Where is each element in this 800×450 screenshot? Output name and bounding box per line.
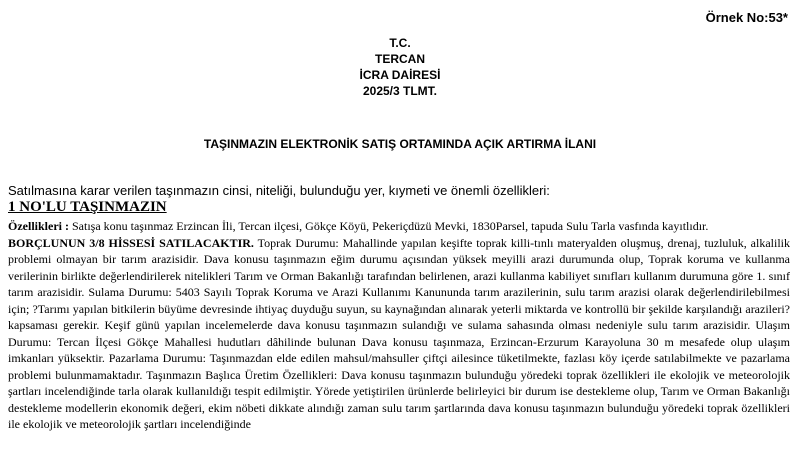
property-description — [8, 218, 790, 433]
announcement-title: TAŞINMAZIN ELEKTRONİK SATIŞ ORTAMINDA AÇIK ARTIRMA İLANI — [203, 137, 597, 151]
document-header — [0, 35, 800, 99]
header-line-tc: T.C. — [389, 36, 411, 50]
property-details-text: Toprak Durumu: Mahallinde yapılan keşifte toprak killi-tınlı materyalden oluşmuş, drenaj, tuzluluk, alkalilik problemi olmayan bir tarım arazisidir. Dava konusu taşınmazın eğim durumu açısından yüksek meyilli arazi durumunda olup, Toprak koruma ve kullanma verilerinin birlikte değerlendirilerek nitelikleri Tarım ve Orman Bakanlığı tarafından belirlenen, arazi kullanma kabiliyet sınıfları kullanım durumuna göre 1. sınıf tarım arazisidir. Sulama Durumu: 5403 Sayılı Toprak Koruma ve Arazi Kullanımı Kanununda tarım arazilerinin, sulu tarım arazisi olarak değerlendirilebilmesi için; ?Tarımı yapılan bitkilerin büyüme devresinde ihtiyaç duyduğu suyun, su kaynağından alınarak yeterli miktarda ve kontrollü bir şekilde karşılandığı arazileri? kapsaması gerekir. Keşif günü yapılan incelemelerde dava konusu taşınmazın sulandığı ve sulama sahasında olması nedeniyle sulu tarım arazisidir. Ulaşım Durumu: Tercan İlçesi Gökçe Mahallesi hudutları dâhilinde bulunan Dava konusu taşınmaza, Erzincan-Erzurum Karayoluna 30 m mesafede olup ulaşım imkanları yüksektir. Pazarlama Durumu: Taşınmazdan elde edilen mahsul/mahsuller çiftçi ailesince tüketilmekte, fazlası köy içerde satılabilmekte ve pazarlama problemi bulunmamaktadır. Taşınmazın Başlıca Üretim Özellikleri: Dava konusu taşınmazın bulunduğu yöredeki toprak özellikleri ile ekolojik ve meteorolojik şartları incelendiğinde tarla olarak kullanıldığı tespit edilmiştir. Yörede yetiştirilen ürünlerde belirleyici bir durum ise destekleme olup, Tarım ve Orman Bakanlığı destekleme modellerin ekonomik değeri, ekim nöbeti dikkate alındığı zaman sulu tarım şartlarında dava konusu taşınmazın bulunduğu yöredeki toprak özellikleri ile ekolojik ve meteorolojik şartları incelendiğinde — [8, 235, 790, 431]
features-text: Satışa konu taşınmaz Erzincan İli, Tercan ilçesi, Gökçe Köyü, Pekeriçdüzü Mevki, 1830Parsel, tapuda Sulu Tarla vasfında kayıtlıdır. — [68, 219, 709, 233]
header-line-file-number: 2025/3 TLMT. — [362, 84, 438, 98]
header-line-city: TERCAN — [375, 52, 425, 66]
features-label: Özellikleri : — [8, 219, 69, 233]
debtor-share-label: BORÇLUNUN 3/8 HİSSESİ SATILACAKTIR. — [8, 235, 254, 250]
intro-text: Satılmasına karar verilen taşınmazın cinsi, niteliği, bulunduğu yer, kıymeti ve önemli özellikleri: — [8, 183, 550, 198]
section-title: 1 NO'LU TAŞINMAZIN — [8, 199, 167, 215]
header-line-office: İCRA DAİRESİ — [359, 68, 441, 82]
sample-number: Örnek No:53* — [705, 10, 788, 25]
